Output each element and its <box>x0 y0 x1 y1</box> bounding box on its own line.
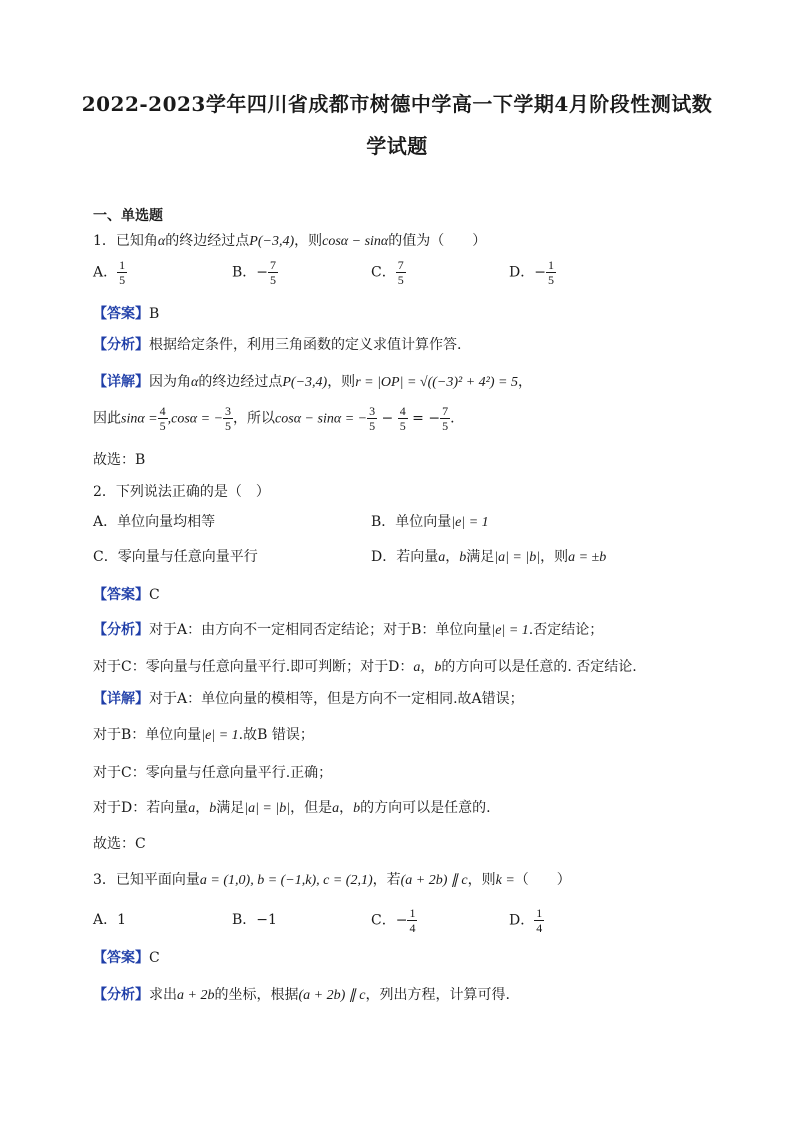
num: 4 <box>399 404 406 418</box>
math: |e| = 1 <box>451 515 489 530</box>
sign: − <box>256 264 269 281</box>
detail-tag: 【详解】 <box>93 374 149 390</box>
q3-option-d <box>509 906 544 935</box>
text: 因为角 <box>149 374 191 390</box>
q1-option-a <box>93 258 127 287</box>
option-letter: C．− <box>371 912 408 929</box>
math: b <box>353 801 361 816</box>
num: 3 <box>225 404 232 418</box>
math: cosα − sinα = − <box>275 411 368 427</box>
text: ，则 <box>294 233 323 249</box>
question-3-stem <box>93 869 571 889</box>
math: ,cosα = − <box>167 411 224 427</box>
answer-value: C <box>149 587 160 603</box>
answer-value: C <box>149 950 160 966</box>
title-line-1: 2022-2023学年四川省成都市树德中学高一下学期4月阶段性测试数 <box>81 92 713 116</box>
text: .故B 错误； <box>238 727 314 743</box>
text: ，所以 <box>233 410 276 427</box>
fraction <box>398 404 408 433</box>
text: 满足 <box>466 549 495 565</box>
text: 满足 <box>216 800 245 816</box>
q3-option-c <box>371 906 417 935</box>
den: 5 <box>225 419 232 433</box>
den: 5 <box>442 419 449 433</box>
math: = − <box>407 410 441 427</box>
math: a <box>188 801 196 816</box>
q3-option-b: B．−1 <box>232 912 277 928</box>
q1-option-c <box>371 258 406 287</box>
question-2-stem: 2．下列说法正确的是（ ） <box>93 484 270 500</box>
text: 对于B：单位向量 <box>93 727 202 743</box>
text: 求出 <box>149 987 177 1003</box>
text: 的方向可以是任意的. <box>360 800 491 816</box>
q2-analysis-line-1 <box>93 619 603 639</box>
analysis-tag: 【分析】 <box>93 622 149 638</box>
analysis-text: 根据给定条件，利用三角函数的定义求值计算作答. <box>149 337 462 353</box>
math: r = |OP| = √((−3)² + 4²) = 5 <box>355 375 518 390</box>
fraction <box>546 258 556 287</box>
option-letter: B． <box>232 264 257 281</box>
math: |e| = 1 <box>491 623 529 638</box>
option-letter: D． <box>509 912 535 929</box>
math: (a + 2b) ∥ c <box>400 873 468 888</box>
analysis-tag: 【分析】 <box>93 987 149 1003</box>
math: |a| = |b| <box>244 801 291 816</box>
text: ， <box>445 549 460 565</box>
math: − <box>377 410 398 427</box>
text: ，则 <box>467 872 496 888</box>
den: 5 <box>399 419 406 433</box>
answer-tag: 【答案】 <box>93 587 149 603</box>
den: 5 <box>547 273 554 287</box>
math: a <box>438 550 446 565</box>
text: 对于A：由方向不一定相同否定结论；对于B：单位向量 <box>149 622 492 638</box>
math: α <box>157 234 166 249</box>
question-1-stem <box>93 230 486 250</box>
q2-option-c: C．零向量与任意向量平行 <box>93 549 258 565</box>
math: a = ±b <box>568 550 607 565</box>
math: a <box>413 660 421 675</box>
q1-detail-line-2 <box>93 404 455 433</box>
text: B．单位向量 <box>371 514 452 530</box>
math: a = (1,0), b = (−1,k), c = (2,1) <box>199 873 373 888</box>
math: b <box>434 660 442 675</box>
answer-tag: 【答案】 <box>93 950 149 966</box>
den: 5 <box>369 419 376 433</box>
math: b <box>459 550 467 565</box>
num: 7 <box>270 258 277 272</box>
math: a <box>332 801 340 816</box>
text: ，若 <box>372 872 401 888</box>
option-letter: C． <box>371 264 396 281</box>
fraction <box>223 404 233 433</box>
den: 5 <box>270 273 277 287</box>
q2-conclusion: 故选：C <box>93 836 146 852</box>
fraction <box>367 404 377 433</box>
q2-detail-line-2 <box>93 724 314 744</box>
option-letter: A． <box>93 264 118 281</box>
math: (a + 2b) ∥ c <box>298 988 366 1003</box>
math: P(−3,4) <box>282 375 328 390</box>
text: 对于A：单位向量的模相等，但是方向不一定相同.故A错误； <box>149 691 524 707</box>
fraction <box>268 258 278 287</box>
text: 的方向可以是任意的. 否定结论. <box>441 659 637 675</box>
text: ， <box>339 800 354 816</box>
math: k = <box>495 873 515 888</box>
section-heading: 一、单选题 <box>93 208 163 224</box>
text: ，列出方程，计算可得. <box>365 987 510 1003</box>
q3-analysis <box>93 984 510 1004</box>
q1-option-d <box>509 258 556 287</box>
text: . <box>450 410 455 427</box>
den: 4 <box>536 921 543 935</box>
q2-analysis-line-2 <box>93 656 637 676</box>
fraction <box>534 906 544 935</box>
text: 的坐标，根据 <box>214 987 299 1003</box>
math: cosα − sinα <box>322 234 389 249</box>
text: 1．已知角 <box>93 233 158 249</box>
fraction <box>396 258 406 287</box>
text: 对于C：零向量与任意向量平行.即可判断；对于D： <box>93 659 414 675</box>
option-letter: D． <box>509 264 535 281</box>
q3-answer <box>93 947 160 967</box>
den: 5 <box>159 419 166 433</box>
den: 4 <box>409 921 416 935</box>
fraction <box>117 258 127 287</box>
math: |e| = 1 <box>201 728 239 743</box>
text: ， <box>420 659 435 675</box>
q2-option-a: A．单位向量均相等 <box>93 514 216 530</box>
text: 因此 <box>93 410 121 427</box>
q2-detail-line-4 <box>93 797 491 817</box>
text: 的终边经过点 <box>165 233 250 249</box>
num: 4 <box>159 404 166 418</box>
den: 5 <box>119 273 126 287</box>
num: 7 <box>397 258 404 272</box>
answer-value: B <box>149 306 160 322</box>
math: sinα = <box>121 411 158 427</box>
math: b <box>209 801 217 816</box>
text: ， <box>517 374 532 390</box>
detail-tag: 【详解】 <box>93 691 149 707</box>
text: D．若向量 <box>371 549 439 565</box>
text: ，但是 <box>290 800 333 816</box>
fraction <box>407 906 417 935</box>
sign: − <box>534 264 546 281</box>
fraction <box>158 404 168 433</box>
q2-detail-line-3: 对于C：零向量与任意向量平行.正确； <box>93 765 333 781</box>
analysis-tag: 【分析】 <box>93 337 149 353</box>
den: 5 <box>397 273 404 287</box>
q2-option-b <box>371 511 489 531</box>
q1-answer <box>93 303 159 323</box>
math: α <box>191 375 199 390</box>
q1-detail-line-1 <box>93 371 532 391</box>
math: |a| = |b| <box>494 550 541 565</box>
q1-analysis <box>93 334 461 354</box>
q2-detail-line-1 <box>93 688 524 708</box>
fraction <box>440 404 450 433</box>
q1-option-b <box>232 258 278 287</box>
math: P(−3,4) <box>249 234 295 249</box>
answer-tag: 【答案】 <box>93 306 149 322</box>
text: （ ） <box>514 872 571 888</box>
text: 对于D：若向量 <box>93 800 189 816</box>
text: 的终边经过点 <box>198 374 283 390</box>
q2-answer <box>93 584 160 604</box>
q2-option-d <box>371 546 606 566</box>
text: ，则 <box>540 549 569 565</box>
text: 的值为（ ） <box>388 233 487 249</box>
num: 1 <box>547 258 554 272</box>
math: a + 2b <box>177 988 215 1003</box>
num: 1 <box>409 906 416 920</box>
num: 7 <box>442 404 449 418</box>
text: ， <box>195 800 210 816</box>
text: 3．已知平面向量 <box>93 872 200 888</box>
num: 3 <box>369 404 376 418</box>
text: .否定结论； <box>528 622 604 638</box>
text: ，则 <box>327 374 356 390</box>
num: 1 <box>536 906 543 920</box>
num: 1 <box>119 258 126 272</box>
q3-option-a: A．1 <box>93 912 127 928</box>
q1-conclusion: 故选：B <box>93 452 146 468</box>
title-line-2: 学试题 <box>366 134 428 158</box>
